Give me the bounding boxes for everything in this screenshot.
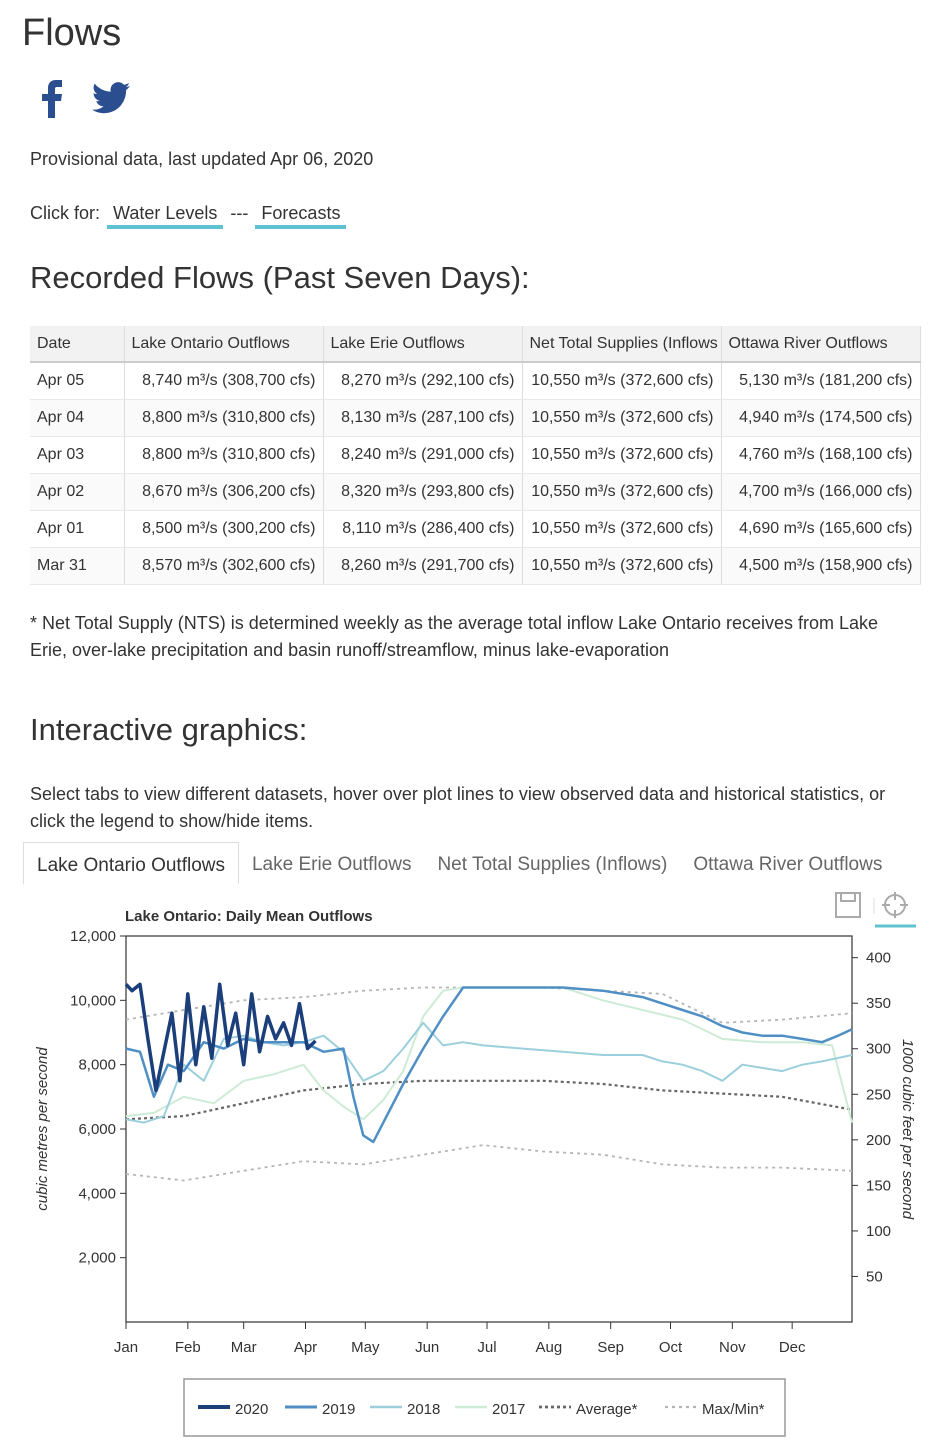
date-cell: Mar 31 <box>30 547 124 584</box>
legend-item[interactable]: Max/Min* <box>702 1401 765 1418</box>
click-for-label: Click for: <box>30 203 101 223</box>
flow-cell: 10,550 m³/s (372,600 cfs) <box>522 436 721 473</box>
table-row <box>30 362 920 399</box>
chart-panel <box>23 884 928 1444</box>
x-tick-label: Dec <box>778 1339 806 1356</box>
x-tick-label: Feb <box>174 1339 201 1356</box>
outflow-chart[interactable] <box>23 884 928 1444</box>
column-header: Net Total Supplies (Inflows <box>522 326 721 362</box>
provisional-note: Provisional data, last updated Apr 06, 2020 <box>30 149 374 169</box>
forecasts-link[interactable]: Forecasts <box>255 203 346 229</box>
chart-title: Lake Ontario: Daily Mean Outflows <box>125 908 373 925</box>
column-header: Lake Ontario Outflows <box>124 326 323 362</box>
flow-cell: 4,700 m³/s (166,000 cfs) <box>721 473 920 510</box>
crosshair-icon[interactable] <box>882 892 908 918</box>
link-separator: --- <box>230 203 249 223</box>
flow-cell: 4,760 m³/s (168,100 cfs) <box>721 436 920 473</box>
flow-cell: 10,550 m³/s (372,600 cfs) <box>522 362 721 399</box>
flow-cell: 8,260 m³/s (291,700 cfs) <box>323 547 522 584</box>
date-cell: Apr 01 <box>30 510 124 547</box>
y-tick-label: 6,000 <box>78 1121 116 1138</box>
plot-area <box>126 936 852 1322</box>
y2-tick-label: 400 <box>866 949 892 967</box>
flow-cell: 8,500 m³/s (300,200 cfs) <box>124 510 323 547</box>
y2-tick-label: 100 <box>866 1222 892 1240</box>
flow-cell: 8,110 m³/s (286,400 cfs) <box>323 510 522 547</box>
table-row <box>30 399 920 436</box>
y2-tick-label: 250 <box>866 1086 892 1104</box>
x-tick-label: May <box>351 1339 380 1356</box>
flow-cell: 4,690 m³/s (165,600 cfs) <box>721 510 920 547</box>
date-cell: Apr 04 <box>30 399 124 436</box>
y-tick-label: 12,000 <box>70 928 116 945</box>
y2-tick-label: 300 <box>866 1040 892 1058</box>
save-icon[interactable] <box>836 893 860 917</box>
flow-cell: 10,550 m³/s (372,600 cfs) <box>522 547 721 584</box>
legend-item[interactable]: 2019 <box>322 1401 356 1418</box>
x-tick-label: Mar <box>230 1339 257 1356</box>
flow-cell: 10,550 m³/s (372,600 cfs) <box>522 399 721 436</box>
nts-footnote: * Net Total Supply (NTS) is determined weekly as the average total inflow Lake Ontario receives from Lake Erie, over-lake precipitation and basin runoff/streamflow, minus lake-evaporation <box>30 613 879 660</box>
recorded-flows-table <box>30 326 920 585</box>
twitter-icon[interactable] <box>92 82 130 114</box>
flow-cell: 4,940 m³/s (174,500 cfs) <box>721 399 920 436</box>
recorded-heading: Recorded Flows (Past Seven Days): <box>30 260 530 295</box>
table-row <box>30 510 920 547</box>
y-tick-label: 4,000 <box>78 1185 116 1203</box>
column-header: Date <box>30 326 124 362</box>
flow-cell: 8,740 m³/s (308,700 cfs) <box>124 362 323 399</box>
flow-cell: 10,550 m³/s (372,600 cfs) <box>522 510 721 547</box>
flow-cell: 8,570 m³/s (302,600 cfs) <box>124 547 323 584</box>
tab-ottawa-river-outflows[interactable]: Ottawa River Outflows <box>693 854 883 875</box>
table-row <box>30 473 920 510</box>
y2-tick-label: 200 <box>866 1131 892 1149</box>
flow-cell: 8,130 m³/s (287,100 cfs) <box>323 399 522 436</box>
x-tick-label: Apr <box>293 1339 318 1356</box>
y2-axis-label: 1000 cubic feet per second <box>899 1038 916 1220</box>
table-row <box>30 436 920 473</box>
y-tick-label: 2,000 <box>78 1249 116 1267</box>
x-tick-label: Nov <box>718 1339 746 1356</box>
flow-cell: 8,320 m³/s (293,800 cfs) <box>323 473 522 510</box>
column-header: Lake Erie Outflows <box>323 326 522 362</box>
date-cell: Apr 03 <box>30 436 124 473</box>
flow-cell: 8,270 m³/s (292,100 cfs) <box>323 362 522 399</box>
y2-tick-label: 150 <box>866 1177 892 1195</box>
page-title: Flows <box>22 12 122 54</box>
x-tick-label: Sep <box>597 1339 625 1356</box>
legend-item[interactable]: Average* <box>576 1401 638 1418</box>
tab-lake-ontario-outflows[interactable]: Lake Ontario Outflows <box>23 842 239 888</box>
flow-cell: 5,130 m³/s (181,200 cfs) <box>721 362 920 399</box>
legend-item[interactable]: 2020 <box>235 1401 269 1418</box>
tab-net-total-supplies[interactable]: Net Total Supplies (Inflows) <box>437 854 668 875</box>
y-tick-label: 10,000 <box>70 992 116 1010</box>
facebook-icon[interactable] <box>38 78 66 118</box>
click-for-row <box>30 200 346 227</box>
flow-cell: 10,550 m³/s (372,600 cfs) <box>522 473 721 510</box>
x-tick-label: Aug <box>535 1339 563 1356</box>
date-cell: Apr 05 <box>30 362 124 399</box>
x-tick-label: Jul <box>477 1339 497 1356</box>
interactive-heading: Interactive graphics: <box>30 712 308 747</box>
legend-item[interactable]: 2017 <box>492 1401 526 1418</box>
y2-tick-label: 50 <box>866 1268 883 1286</box>
y-axis-label: cubic metres per second <box>34 1047 51 1211</box>
flow-cell: 4,500 m³/s (158,900 cfs) <box>721 547 920 584</box>
interactive-instructions: Select tabs to view different datasets, hover over plot lines to view observed data and historical statistics, or click the legend to show/hide items. <box>30 784 886 831</box>
date-cell: Apr 02 <box>30 473 124 510</box>
flow-cell: 8,800 m³/s (310,800 cfs) <box>124 399 323 436</box>
y-tick-label: 8,000 <box>78 1056 116 1074</box>
x-tick-label: Jan <box>113 1339 139 1356</box>
save-icon[interactable] <box>841 893 855 901</box>
y2-tick-label: 350 <box>866 995 892 1013</box>
flow-cell: 8,800 m³/s (310,800 cfs) <box>124 436 323 473</box>
x-tick-label: Jun <box>415 1339 440 1356</box>
flow-cell: 8,240 m³/s (291,000 cfs) <box>323 436 522 473</box>
table-row <box>30 547 920 584</box>
x-tick-label: Oct <box>658 1339 683 1356</box>
dataset-tabs <box>23 842 928 888</box>
flow-cell: 8,670 m³/s (306,200 cfs) <box>124 473 323 510</box>
tab-lake-erie-outflows[interactable]: Lake Erie Outflows <box>251 854 412 875</box>
table-header-row <box>30 326 920 362</box>
column-header: Ottawa River Outflows <box>721 326 920 362</box>
legend-item[interactable]: 2018 <box>407 1401 441 1418</box>
water-levels-link[interactable]: Water Levels <box>107 203 223 229</box>
